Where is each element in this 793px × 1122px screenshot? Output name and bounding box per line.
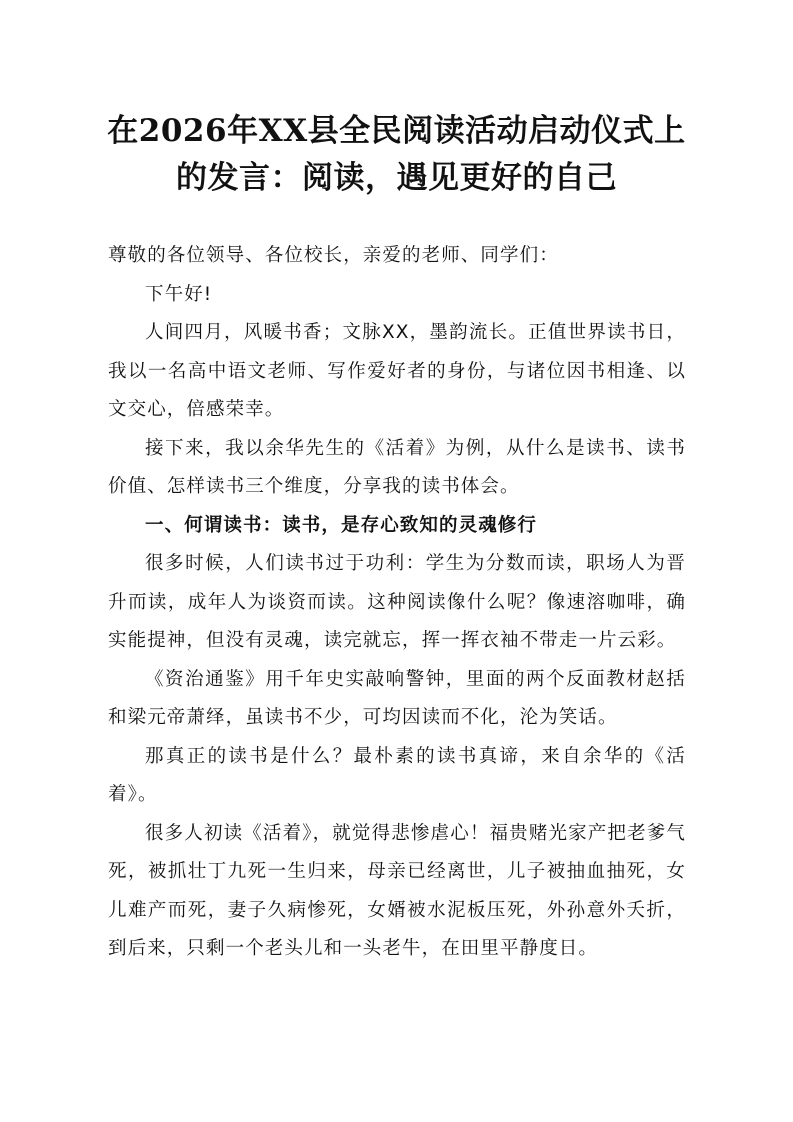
document-title: 在2026年XX县全民阅读活动启动仪式上的发言：阅读，遇见更好的自己 bbox=[107, 113, 686, 196]
paragraph: 那真正的读书是什么？最朴素的读书真谛，来自余华的《活着》。 bbox=[108, 745, 686, 805]
paragraph: 很多人初读《活着》，就觉得悲惨虐心！福贵赌光家产把老爹气死，被抓壮丁九死一生归来，母亲已经离世，儿子被抽血抽死，女儿难产而死，妻子久病惨死，女婿被水泥板压死，外孙意外夭折，到后来，只剩一个老头儿和一头老牛，在田里平静度日。 bbox=[108, 822, 686, 959]
paragraph: 很多时候，人们读书过于功利：学生为分数而读，职场人为晋升而读，成年人为谈资而读。这种阅读像什么呢？像速溶咖啡，确实能提神，但没有灵魂，读完就忘，挥一挥衣袖不带走一片云彩。 bbox=[108, 553, 686, 651]
salutation: 尊敬的各位领导、各位校长，亲爱的老师、同学们： bbox=[108, 245, 559, 266]
greeting: 下午好! bbox=[145, 283, 213, 305]
section-heading: 一、何谓读书：读书，是存心致知的灵魂修行 bbox=[145, 514, 538, 536]
paragraph: 接下来，我以余华先生的《活着》为例，从什么是读书、读书价值、怎样读书三个维度，分享我的读书体会。 bbox=[108, 437, 686, 497]
document-body bbox=[108, 237, 686, 969]
paragraph: 《资治通鉴》用千年史实敲响警钟，里面的两个反面教材赵括和梁元帝萧绎，虽读书不少，可均因读而不化，沦为笑话。 bbox=[108, 668, 686, 728]
paragraph: 人间四月，风暖书香；文脉XX，墨韵流长。正值世界读书日，我以一名高中语文老师、写作爱好者的身份，与诸位因书相逢、以文交心，倍感荣幸。 bbox=[108, 322, 686, 420]
